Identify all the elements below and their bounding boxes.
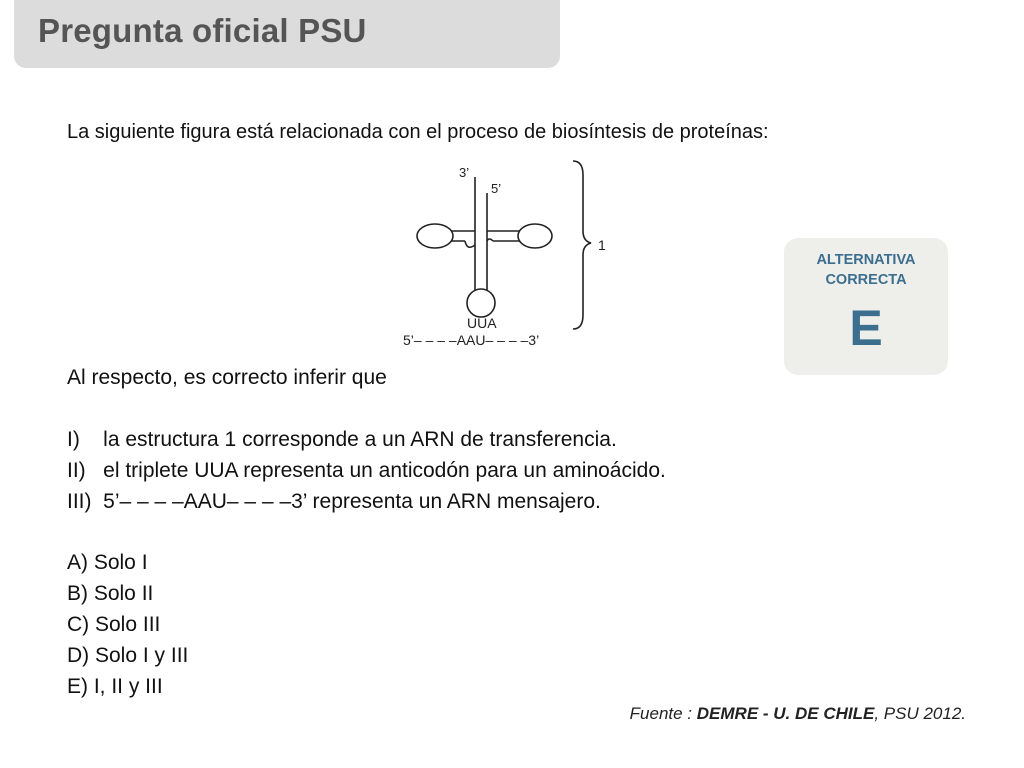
option-e: E) I, II y III xyxy=(67,675,163,698)
statement-1: I) la estructura 1 corresponde a un ARN de transferencia. xyxy=(67,428,617,451)
structure-brace xyxy=(573,161,591,329)
anticodon-label: UUA xyxy=(467,315,497,331)
structure-number: 1 xyxy=(598,237,606,253)
source-institution: DEMRE - U. DE CHILE xyxy=(696,704,875,723)
option-b: B) Solo II xyxy=(67,582,154,605)
answer-letter: E xyxy=(849,300,883,356)
anticodon-loop xyxy=(467,289,495,317)
source-prefix: Fuente : xyxy=(629,704,697,723)
option-d: D) Solo I y III xyxy=(67,644,189,667)
right-arm-joint xyxy=(487,239,493,241)
mrna-label: 5’– – – –AAU– – – –3’ xyxy=(403,332,540,348)
trna-diagram xyxy=(395,155,635,355)
source-suffix: , PSU 2012. xyxy=(874,704,966,723)
question-prompt: Al respecto, es correcto inferir que xyxy=(67,366,387,389)
source-citation xyxy=(630,704,966,724)
option-c: C) Solo III xyxy=(67,613,161,636)
option-a: A) Solo I xyxy=(67,551,148,574)
label-5prime: 5’ xyxy=(491,181,502,196)
variable-loop xyxy=(465,241,475,247)
question-intro: La siguiente figura está relacionada con el proceso de biosíntesis de proteínas: xyxy=(67,121,769,143)
left-loop xyxy=(417,224,453,248)
answer-label xyxy=(784,250,948,290)
trna-figure xyxy=(395,155,635,355)
page-title: Pregunta oficial PSU xyxy=(38,12,367,49)
answer-label-line2: CORRECTA xyxy=(825,272,907,288)
statement-3: III) 5’– – – –AAU– – – –3’ representa un ARN mensajero. xyxy=(67,490,601,513)
label-3prime: 3’ xyxy=(459,165,470,180)
answer-label-line1: ALTERNATIVA xyxy=(816,252,916,268)
correct-answer-card xyxy=(784,238,948,375)
right-loop xyxy=(518,224,552,248)
statement-2: II) el triplete UUA representa un anticodón para un aminoácido. xyxy=(67,459,666,482)
